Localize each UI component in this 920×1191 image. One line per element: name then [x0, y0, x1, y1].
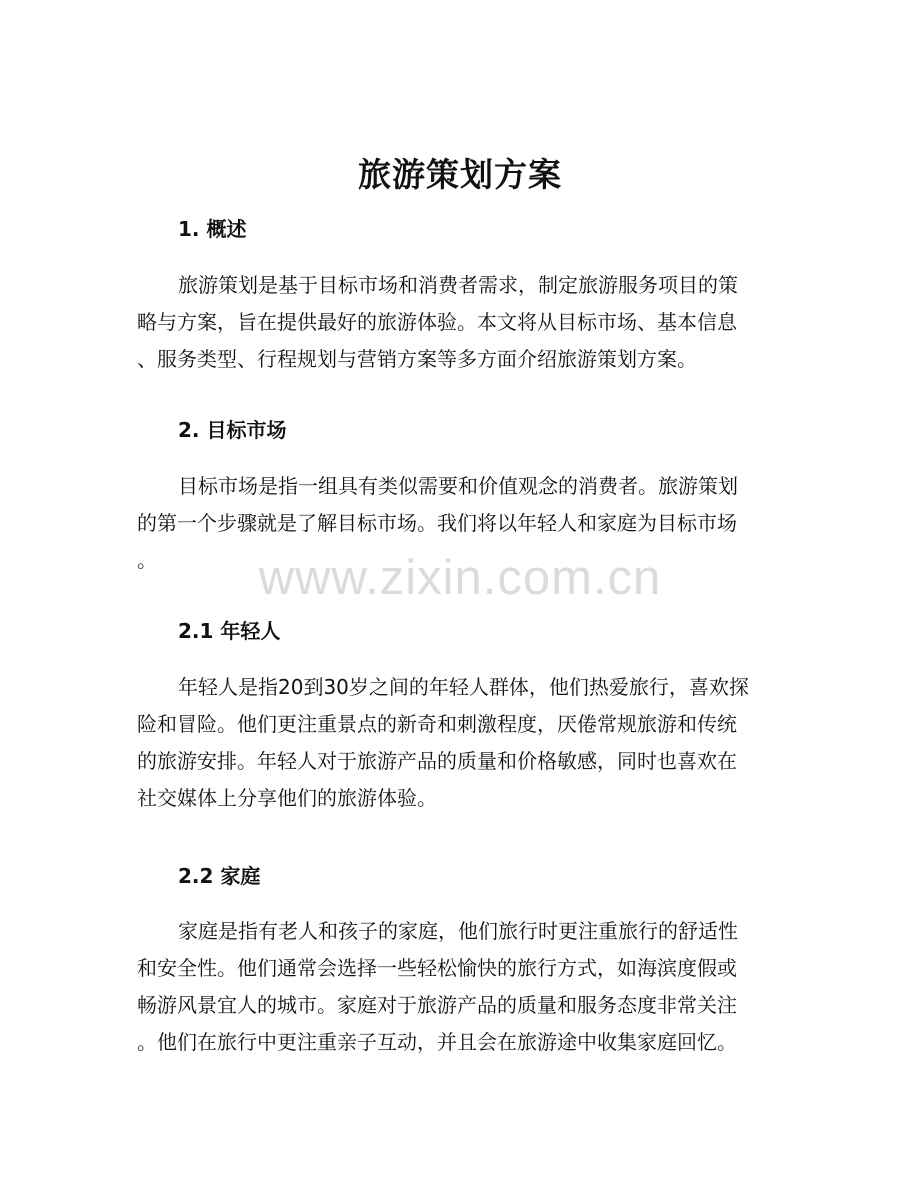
paragraph-line: 目标市场是指一组具有类似需要和价值观念的消费者。旅游策划 — [178, 474, 738, 498]
paragraph-line: 略与方案，旨在提供最好的旅游体验。本文将从目标市场、基本信息 — [137, 310, 737, 334]
section-heading-target-market: 2. 目标市场 — [178, 418, 287, 442]
paragraph-line: 旅游策划是基于目标市场和消费者需求，制定旅游服务项目的策 — [178, 273, 738, 297]
section-heading-family: 2.2 家庭 — [178, 864, 261, 888]
section-heading-young-people: 2.1 年轻人 — [178, 619, 281, 643]
section-heading-overview: 1. 概述 — [178, 217, 247, 241]
paragraph-line: 的旅游安排。年轻人对于旅游产品的质量和价格敏感，同时也喜欢在 — [137, 749, 737, 773]
paragraph-line: 。他们在旅行中更注重亲子互动，并且会在旅游途中收集家庭回忆。 — [137, 1030, 737, 1054]
paragraph-line: 和安全性。他们通常会选择一些轻松愉快的旅行方式，如海滨度假或 — [137, 956, 737, 980]
paragraph-line: 的第一个步骤就是了解目标市场。我们将以年轻人和家庭为目标市场 — [137, 511, 737, 535]
watermark-text: www.zixin.com.cn — [258, 551, 662, 605]
document-title: 旅游策划方案 — [358, 155, 562, 194]
section-paragraph-target-market — [137, 468, 777, 579]
section-paragraph-young-people — [137, 669, 777, 817]
paragraph-line: 险和冒险。他们更注重景点的新奇和刺激程度，厌倦常规旅游和传统 — [137, 712, 737, 736]
paragraph-line: 。 — [137, 548, 157, 572]
section-paragraph-overview — [137, 267, 777, 378]
paragraph-line: 家庭是指有老人和孩子的家庭，他们旅行时更注重旅行的舒适性 — [178, 919, 738, 943]
paragraph-line: 畅游风景宜人的城市。家庭对于旅游产品的质量和服务态度非常关注 — [137, 993, 737, 1017]
section-paragraph-family — [137, 913, 777, 1061]
paragraph-line: 年轻人是指20到30岁之间的年轻人群体，他们热爱旅行，喜欢探 — [178, 675, 749, 699]
paragraph-line: 、服务类型、行程规划与营销方案等多方面介绍旅游策划方案。 — [137, 347, 697, 371]
paragraph-line: 社交媒体上分享他们的旅游体验。 — [137, 786, 437, 810]
